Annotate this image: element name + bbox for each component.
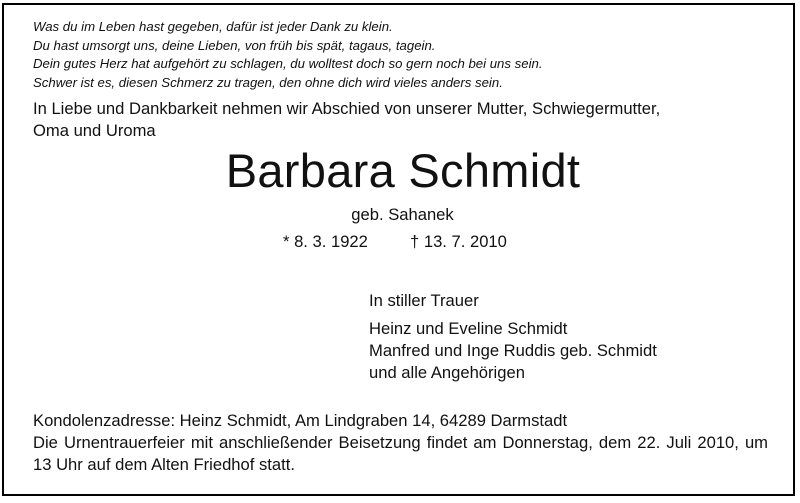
mourning-heading: In stiller Trauer	[369, 291, 479, 310]
poem-line: Dein gutes Herz hat aufgehört zu schlagen, du wolltest doch so gern noch bei uns sein.	[33, 56, 543, 72]
life-dates	[283, 231, 583, 253]
intro-line: In Liebe und Dankbarkeit nehmen wir Abschied von unserer Mutter, Schwiegermutter,	[33, 99, 661, 118]
intro-line: Oma und Uroma	[33, 121, 156, 140]
mourner-line: und alle Angehörigen	[369, 363, 525, 382]
poem-line: Du hast umsorgt uns, deine Lieben, von früh bis spät, tagaus, tagein.	[33, 37, 436, 53]
condolence-address: Kondolenzadresse: Heinz Schmidt, Am Lindgraben 14, 64289 Darmstadt	[33, 411, 568, 430]
mourner-line: Manfred und Inge Ruddis geb. Schmidt	[369, 341, 657, 360]
maiden-name: geb. Sahanek	[351, 205, 454, 224]
memorial-poem	[33, 18, 753, 92]
mourner-line: Heinz und Eveline Schmidt	[369, 319, 568, 338]
deceased-name: Barbara Schmidt	[225, 144, 581, 197]
mourners-block	[369, 290, 769, 384]
ceremony-notice: Die Urnentrauerfeier mit anschließender Beisetzung findet am Donnerstag, dem 22. Juli 2010, um 13 Uhr auf dem Alten Friedhof statt.	[33, 433, 768, 474]
farewell-intro	[33, 98, 773, 142]
footer-info	[33, 410, 768, 476]
birth-date: * 8. 3. 1922	[283, 232, 368, 251]
poem-line: Schwer ist es, diesen Schmerz zu tragen, den ohne dich wird vieles anders sein.	[33, 74, 503, 90]
poem-line: Was du im Leben hast gegeben, dafür ist jeder Dank zu klein.	[33, 19, 393, 34]
death-date: † 13. 7. 2010	[410, 232, 507, 251]
